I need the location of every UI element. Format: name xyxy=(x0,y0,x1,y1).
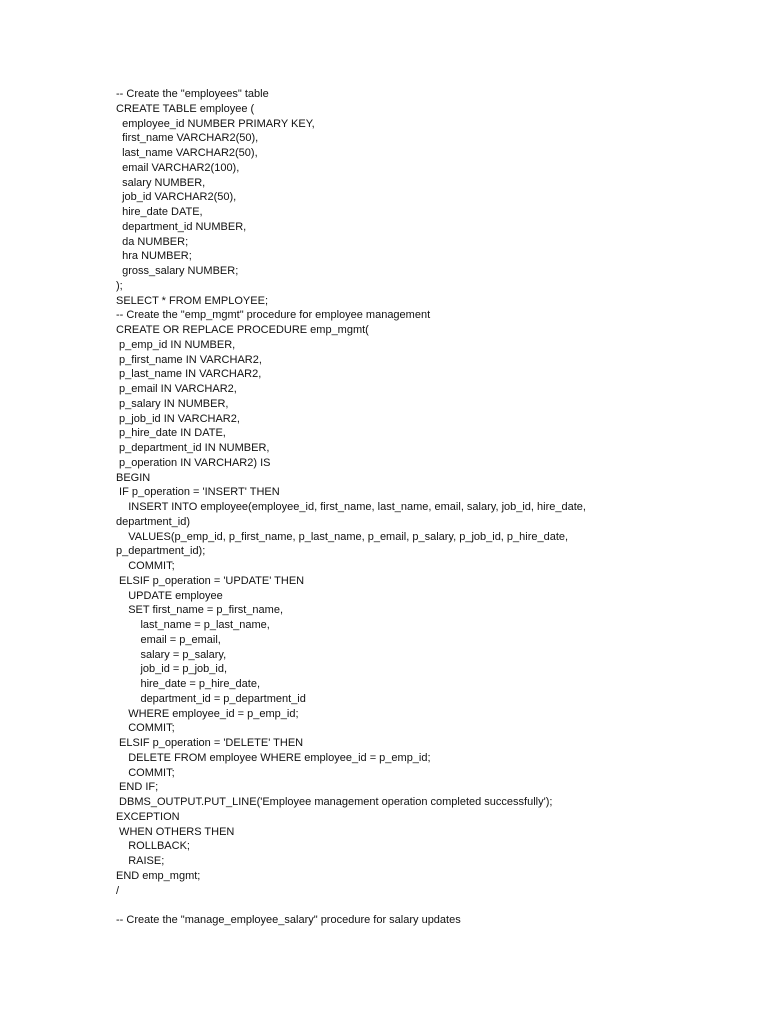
code-line: SELECT * FROM EMPLOYEE; xyxy=(116,294,269,307)
code-line: p_email IN VARCHAR2, xyxy=(116,383,237,395)
code-line: BEGIN xyxy=(116,471,151,484)
code-line: p_last_name IN VARCHAR2, xyxy=(116,368,262,381)
code-line: hire_date = p_hire_date, xyxy=(116,678,261,690)
code-line xyxy=(116,898,636,913)
code-line: / xyxy=(116,884,120,897)
code-line: END emp_mgmt; xyxy=(116,869,201,882)
code-line: salary = p_salary, xyxy=(116,648,227,661)
code-line: IF p_operation = 'INSERT' THEN xyxy=(116,486,280,499)
code-line: p_salary IN NUMBER, xyxy=(116,397,229,410)
code-line: DELETE FROM employee WHERE employee_id = p_emp_id; xyxy=(116,751,431,764)
code-line: salary NUMBER, xyxy=(116,176,206,189)
code-line: employee_id NUMBER PRIMARY KEY, xyxy=(116,117,315,130)
code-line: WHEN OTHERS THEN xyxy=(116,825,235,838)
code-line: COMMIT; xyxy=(116,766,175,779)
code-line: last_name VARCHAR2(50), xyxy=(116,147,258,159)
code-line: p_department_id); xyxy=(116,545,206,558)
code-line: VALUES(p_emp_id, p_first_name, p_last_name, p_email, p_salary, p_job_id, p_hire_date, xyxy=(116,530,569,543)
code-line: first_name VARCHAR2(50), xyxy=(116,132,259,145)
code-line: p_department_id IN NUMBER, xyxy=(116,442,270,454)
code-line: WHERE employee_id = p_emp_id; xyxy=(116,707,299,720)
code-line: last_name = p_last_name, xyxy=(116,619,270,631)
code-line: hra NUMBER; xyxy=(116,250,192,263)
code-line: ); xyxy=(116,279,123,292)
code-line: gross_salary NUMBER; xyxy=(116,265,239,277)
code-line: -- Create the "emp_mgmt" procedure for employee management xyxy=(116,309,431,322)
code-line: job_id = p_job_id, xyxy=(116,663,227,676)
code-line: p_first_name IN VARCHAR2, xyxy=(116,353,262,366)
code-line: SET first_name = p_first_name, xyxy=(116,604,284,617)
code-line: hire_date DATE, xyxy=(116,206,203,218)
code-line: RAISE; xyxy=(116,855,165,867)
code-line: p_hire_date IN DATE, xyxy=(116,427,226,440)
code-line: COMMIT; xyxy=(116,722,175,735)
sql-code-block xyxy=(116,87,636,928)
code-line: UPDATE employee xyxy=(116,589,223,602)
code-line: END IF; xyxy=(116,781,159,794)
code-line: -- Create the "manage_employee_salary" procedure for salary updates xyxy=(116,914,461,926)
code-line: INSERT INTO employee(employee_id, first_name, last_name, email, salary, job_id, hire_date, xyxy=(116,501,586,513)
code-line: department_id) xyxy=(116,515,190,528)
code-line: p_operation IN VARCHAR2) IS xyxy=(116,456,271,469)
code-line: department_id = p_department_id xyxy=(116,692,306,705)
code-line: EXCEPTION xyxy=(116,810,180,823)
code-line: da NUMBER; xyxy=(116,235,189,248)
code-line: CREATE OR REPLACE PROCEDURE emp_mgmt( xyxy=(116,324,369,336)
code-line: email = p_email, xyxy=(116,633,221,646)
code-line: p_emp_id IN NUMBER, xyxy=(116,338,236,351)
code-line: job_id VARCHAR2(50), xyxy=(116,191,237,204)
code-line: ROLLBACK; xyxy=(116,840,190,853)
code-line: ELSIF p_operation = 'UPDATE' THEN xyxy=(116,574,305,587)
code-line: DBMS_OUTPUT.PUT_LINE('Employee management operation completed successfully'); xyxy=(116,796,553,808)
code-line: -- Create the "employees" table xyxy=(116,88,269,100)
code-line: email VARCHAR2(100), xyxy=(116,161,240,174)
code-line: ELSIF p_operation = 'DELETE' THEN xyxy=(116,737,304,749)
code-line: COMMIT; xyxy=(116,560,175,572)
code-line: CREATE TABLE employee ( xyxy=(116,102,255,115)
code-line: p_job_id IN VARCHAR2, xyxy=(116,412,240,425)
code-line: department_id NUMBER, xyxy=(116,220,247,233)
